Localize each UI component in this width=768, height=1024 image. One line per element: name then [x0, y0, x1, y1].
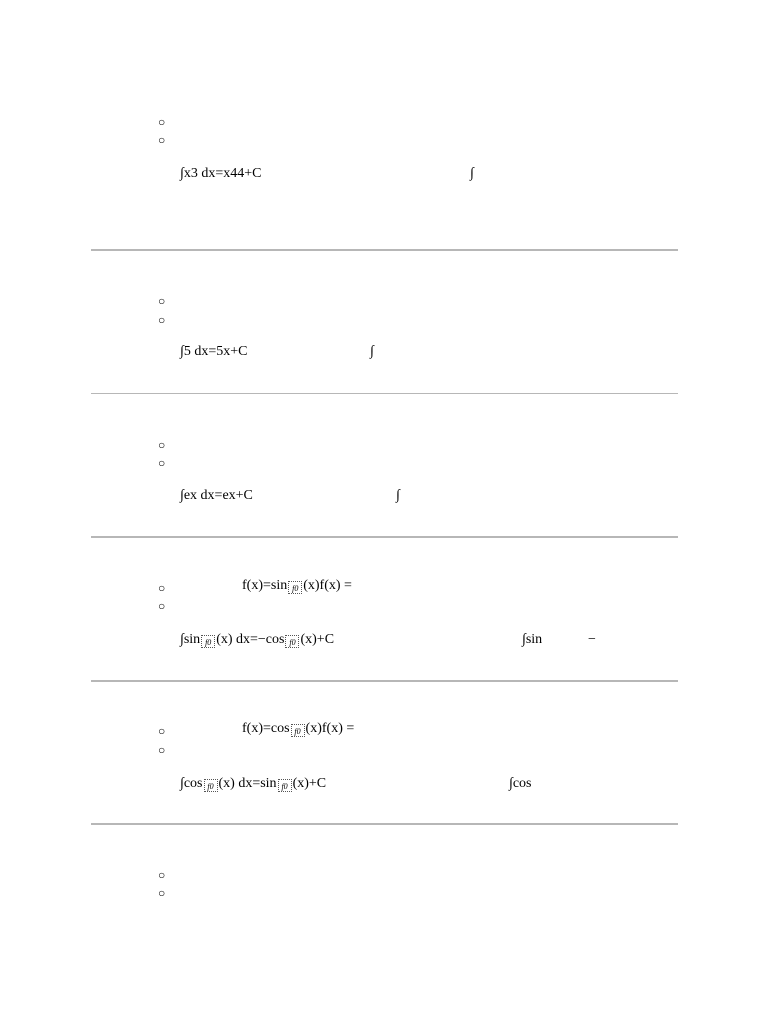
formula-suffix: (x)+C	[292, 776, 327, 791]
formula-prefix: ∫sin	[180, 632, 201, 647]
minus-sign: −	[588, 632, 596, 647]
missing-glyph-icon: f0	[288, 581, 302, 594]
missing-glyph-icon: f0	[285, 635, 299, 648]
section-divider	[91, 823, 678, 825]
integral-formula	[180, 776, 326, 792]
formula-mid: (x) dx=sin	[218, 776, 277, 791]
missing-glyph-icon: f0	[291, 724, 305, 737]
list-bullet: ○	[158, 133, 166, 147]
integral-formula	[180, 632, 334, 648]
list-bullet: ○	[158, 599, 166, 613]
integral-formula: ∫5 dx=5x+C	[180, 344, 248, 359]
list-bullet: ○	[158, 743, 166, 757]
missing-glyph-icon: f0	[201, 635, 215, 648]
function-prefix: f(x)=cos	[242, 721, 290, 736]
function-definition	[242, 721, 354, 737]
section-divider	[91, 680, 678, 682]
section-divider	[91, 249, 678, 251]
missing-glyph-icon: f0	[204, 779, 218, 792]
list-bullet: ○	[158, 724, 166, 738]
integral-formula: ∫x3 dx=x44+C	[180, 166, 262, 181]
integral-sign: ∫	[396, 488, 400, 503]
section-divider	[91, 536, 678, 538]
list-bullet: ○	[158, 294, 166, 308]
formula-mid: (x) dx=−cos	[216, 632, 285, 647]
integral-trailing: ∫cos	[509, 776, 532, 791]
integral-formula: ∫ex dx=ex+C	[180, 488, 253, 503]
integral-sign: ∫	[470, 166, 474, 181]
list-bullet: ○	[158, 438, 166, 452]
formula-prefix: ∫cos	[180, 776, 203, 791]
function-prefix: f(x)=sin	[242, 578, 288, 593]
list-bullet: ○	[158, 456, 166, 470]
list-bullet: ○	[158, 868, 166, 882]
function-definition	[242, 578, 352, 594]
function-suffix: (x)f(x) =	[303, 578, 352, 593]
section-divider	[91, 393, 678, 394]
function-suffix: (x)f(x) =	[305, 721, 355, 736]
integral-sign: ∫	[370, 344, 374, 359]
integral-trailing: ∫sin	[522, 632, 543, 647]
formula-suffix: (x)+C	[300, 632, 335, 647]
list-bullet: ○	[158, 115, 166, 129]
list-bullet: ○	[158, 581, 166, 595]
list-bullet: ○	[158, 886, 166, 900]
missing-glyph-icon: f0	[278, 779, 292, 792]
list-bullet: ○	[158, 313, 166, 327]
